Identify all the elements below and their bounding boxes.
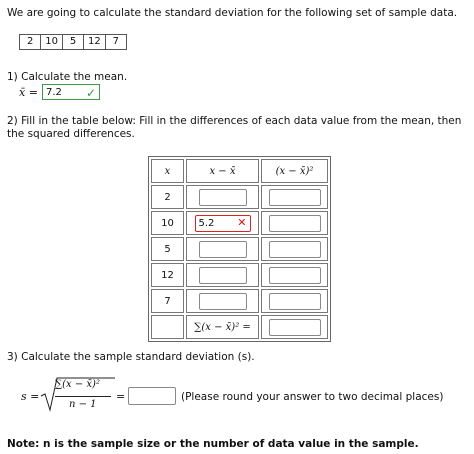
- x-value: 10: [151, 211, 184, 235]
- sample-value: 10: [41, 35, 62, 49]
- step2-label: 2) Fill in the table below: Fill in the differences of each data value from the mean, then the squared differences.: [7, 115, 462, 140]
- mean-input[interactable]: [42, 84, 100, 100]
- round-hint: (Please round your answer to two decimal places): [181, 391, 444, 403]
- sample-value: 12: [84, 35, 105, 49]
- header-diff: x − x̄: [186, 159, 259, 183]
- diff-value: 5.2: [198, 217, 215, 229]
- empty-cell: [151, 315, 184, 339]
- check-icon: ✓: [85, 86, 96, 100]
- sum-input[interactable]: [269, 319, 321, 336]
- sq-input[interactable]: [269, 241, 321, 258]
- step1-label: 1) Calculate the mean.: [7, 71, 128, 83]
- error-x-icon: ✕: [237, 215, 247, 229]
- diff-input[interactable]: [199, 189, 247, 206]
- diff-input[interactable]: [199, 241, 247, 258]
- sample-data-row: [19, 34, 127, 50]
- sq-input[interactable]: [269, 267, 321, 284]
- std-dev-input[interactable]: [128, 387, 176, 405]
- sample-value: 2: [20, 35, 41, 49]
- x-value: 5: [151, 237, 184, 261]
- deviation-table: [148, 156, 331, 342]
- fraction-numerator: ∑(x − x̄)²: [55, 379, 100, 390]
- diff-input[interactable]: [199, 267, 247, 284]
- sample-value: 7: [112, 36, 120, 47]
- equals-sign: =: [116, 390, 126, 403]
- note-text: Note: n is the sample size or the number of data value in the sample.: [7, 438, 419, 450]
- mean-value: 7.2: [46, 87, 62, 98]
- header-sq: (x − x̄)²: [261, 159, 328, 183]
- x-value: 2: [151, 185, 184, 209]
- s-symbol: s =: [21, 390, 40, 403]
- step3-label: 3) Calculate the sample standard deviation (s).: [7, 351, 255, 363]
- fraction-bar: [55, 396, 111, 397]
- intro-text: We are going to calculate the standard deviation for the following set of sample data.: [7, 7, 458, 19]
- header-x: x: [151, 159, 184, 183]
- sample-value: 5: [63, 35, 84, 49]
- sq-input[interactable]: [269, 293, 321, 310]
- x-value: 7: [151, 289, 184, 313]
- sq-input[interactable]: [269, 215, 321, 232]
- sq-input[interactable]: [269, 189, 321, 206]
- sum-label: ∑(x − x̄)² =: [186, 315, 259, 339]
- mean-symbol: x̄ =: [19, 86, 38, 99]
- diff-input[interactable]: [199, 293, 247, 310]
- fraction-denominator: n − 1: [69, 399, 97, 410]
- x-value: 12: [151, 263, 184, 287]
- diff-input[interactable]: [195, 215, 251, 232]
